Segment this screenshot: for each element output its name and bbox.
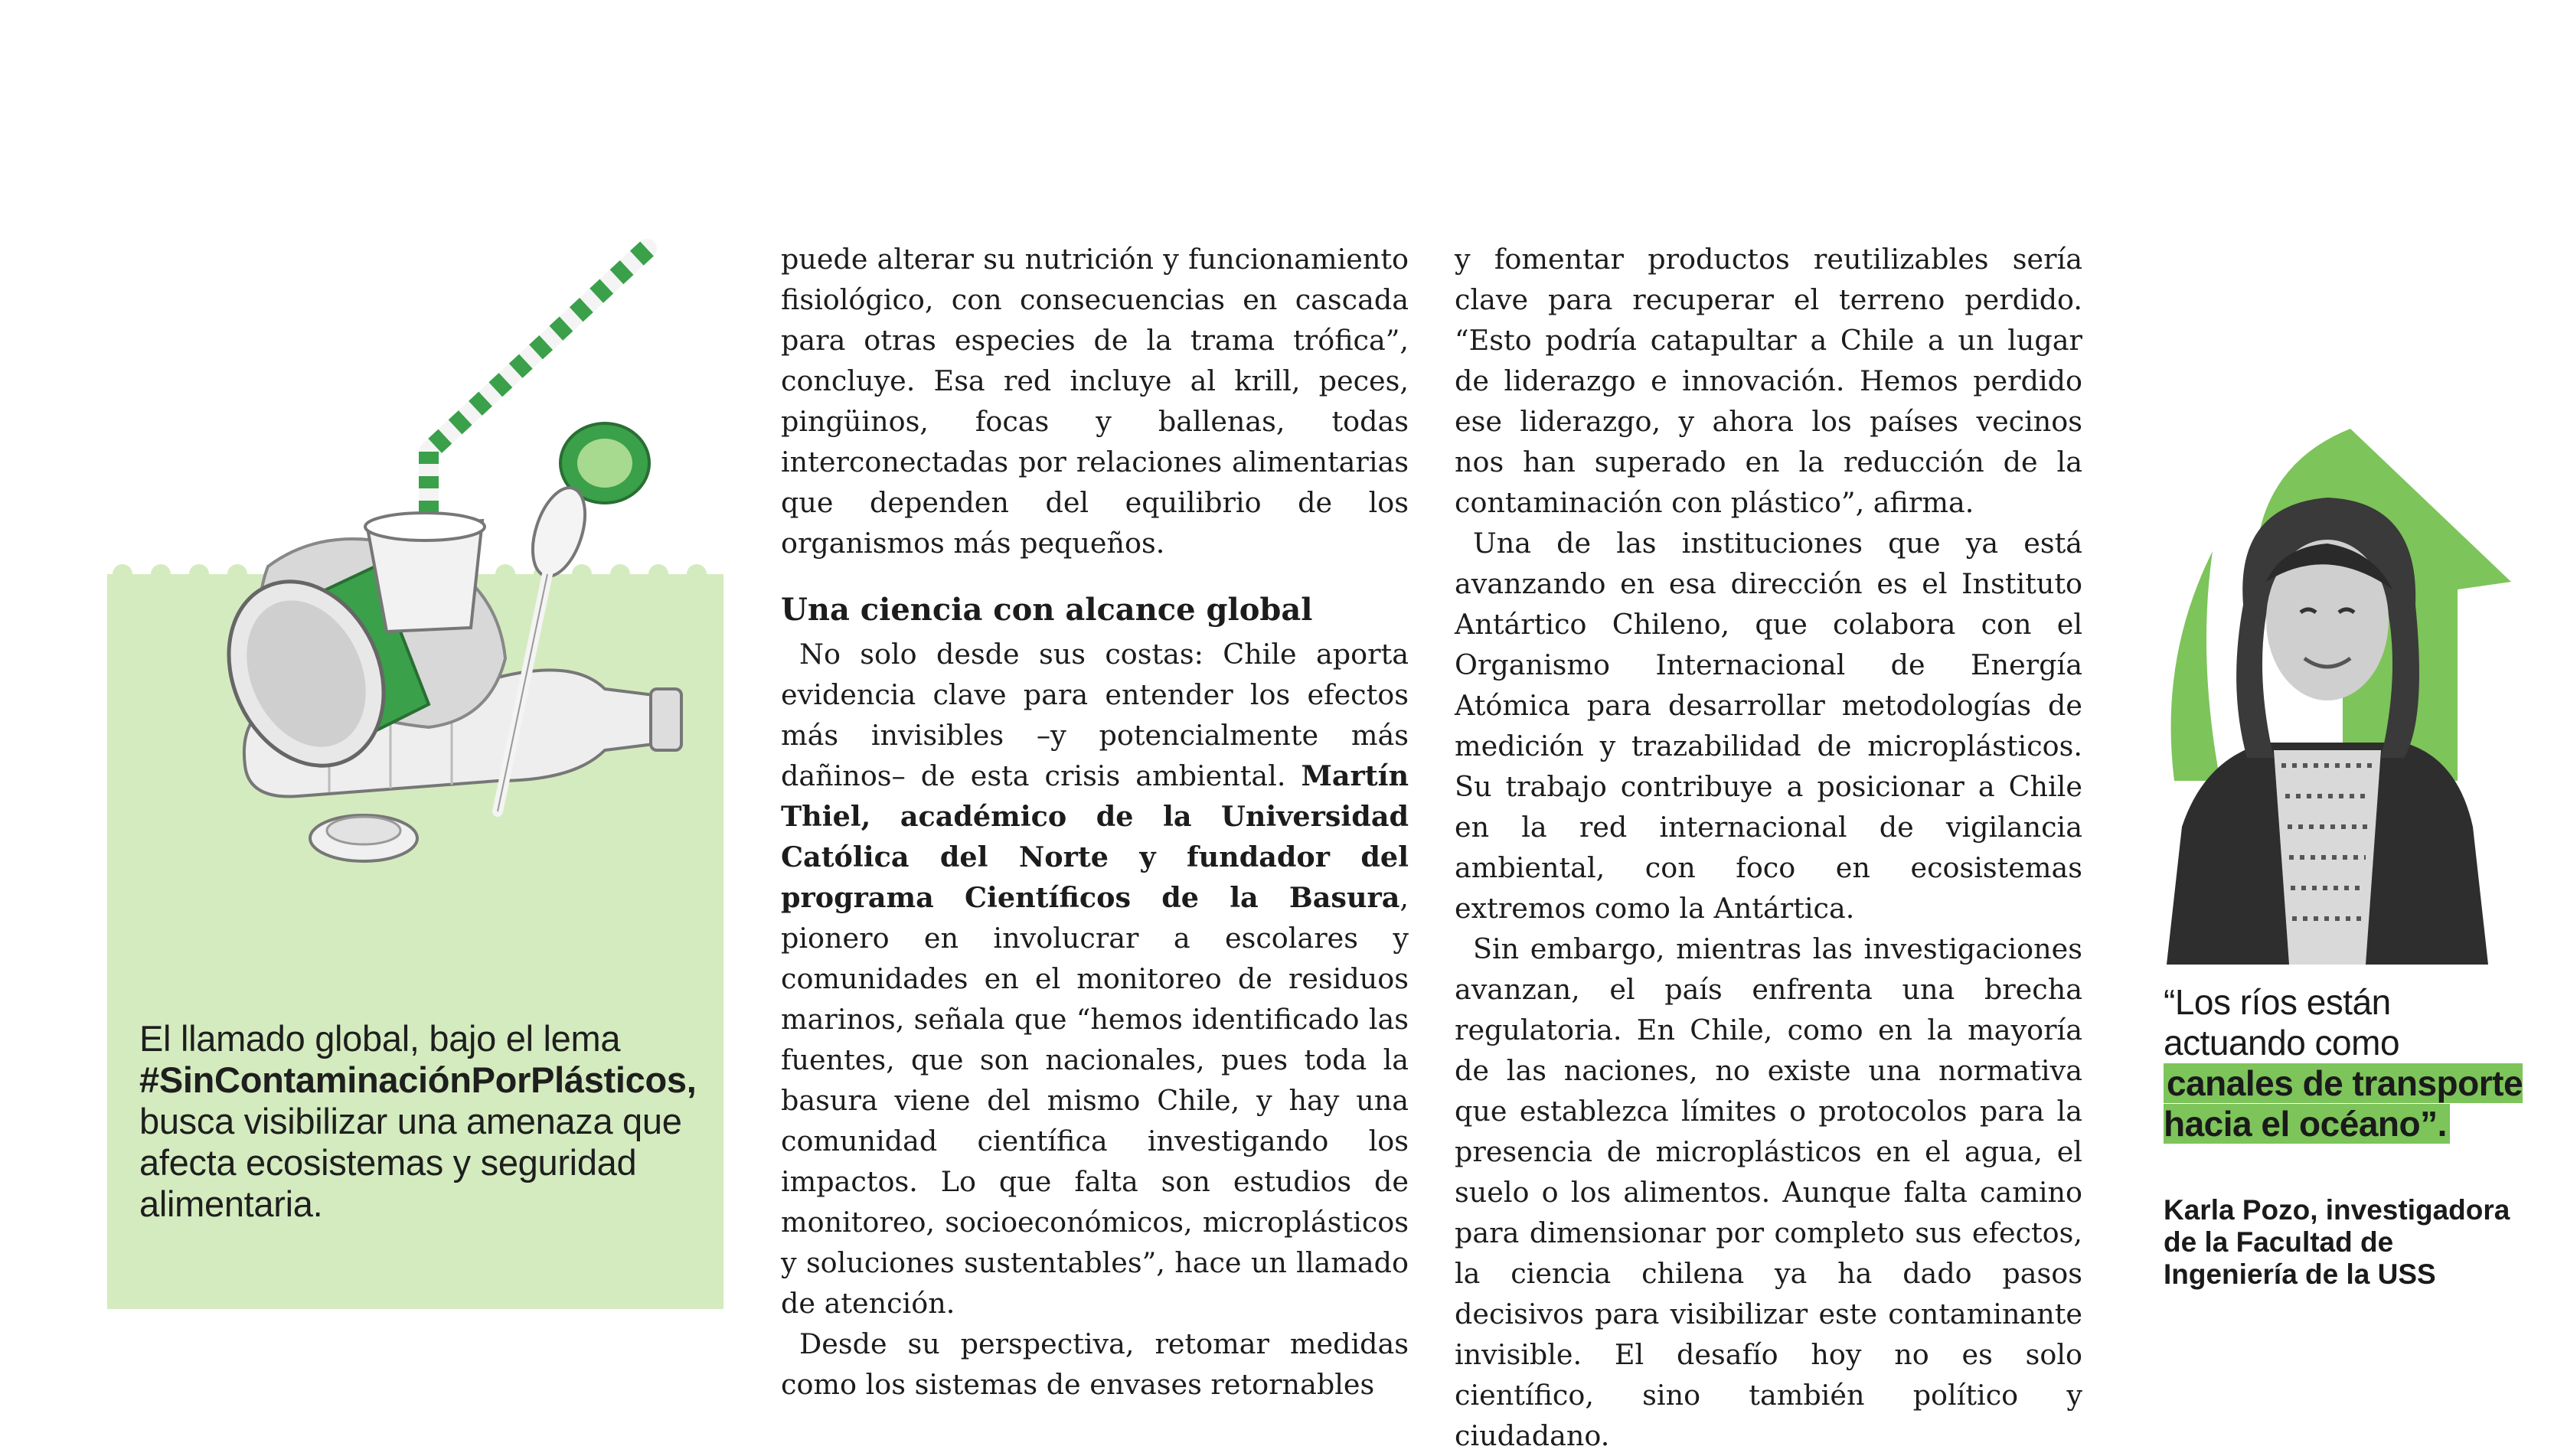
quote-attribution: Karla Pozo, investigadora de la Facultad de Ingeniería de la USS — [2164, 1194, 2510, 1290]
sidebar-caption — [139, 1018, 706, 1225]
highlighted-source: Martín Thiel, académico de la Universidad Católica del Norte y fundador del programa Científicos de la Basura — [781, 759, 1409, 914]
sidebar-text-after: busca visibilizar una amenaza que afecta ecosistemas y seguridad alimentaria. — [139, 1101, 682, 1224]
paragraph: Una de las instituciones que ya está avanzando en esa dirección es el Instituto Antártico Chileno, que colabora con el Organismo Internacional de Energía Atómica para desarrollar metodologías de medición y trazabilidad de microplásticos. Su trabajo contribuye a posicionar a Chile en la red internacional de vigilancia ambiental, con foco en ecosistemas extremos como la Antártica. — [1455, 527, 2082, 925]
quote-text: “Los ríos están actuando como — [2164, 982, 2400, 1063]
paragraph-text: No solo desde sus costas: Chile aporta evidencia clave para entender los efectos más invisibles –y potencialmente más dañinos– de esta crisis ambiental. — [781, 638, 1409, 792]
paragraph-text: , pionero en involucrar a escolares y comunidades en el monitoreo de residuos marinos, señala que “hemos identificado las fuentes, que son nacionales, pues toda la basura viene del mismo Chile, y hay una comunidad científica investigando los impactos. Lo que falta son estudios de monitoreo, socioeconómicos, microplásticos y soluciones sustentables”, hace un llamado de atención. — [781, 881, 1409, 1320]
section-subheading: Una ciencia con alcance global — [781, 592, 1313, 628]
pull-quote — [2164, 982, 2531, 1144]
paragraph: Desde su perspectiva, retomar medidas como los sistemas de envases retornables — [781, 1327, 1409, 1401]
paragraph: puede alterar su nutrición y funcionamiento fisiológico, con consecuencias en cascada para otras especies de la trama trófica”, concluye. Esa red incluye al krill, peces, pingüinos, focas y ballenas, todas interconectadas por relaciones alimentarias que dependen del equilibrio de los organismos más pequeños. — [781, 243, 1409, 560]
scalloped-edge-bottom — [107, 1299, 723, 1319]
researcher-portrait — [2151, 429, 2519, 965]
lid-icon — [310, 815, 417, 861]
sidebar-hashtag: #SinContaminaciónPorPlásticos, — [139, 1059, 697, 1100]
white-cup-icon — [365, 513, 485, 632]
sidebar-text-before: El llamado global, bajo el lema — [139, 1018, 621, 1059]
quote-highlight: canales de transporte hacia el océano”. — [2164, 1063, 2523, 1144]
article-column-1 — [781, 239, 1409, 1405]
paragraph: y fomentar productos reutilizables sería clave para recuperar el terreno perdido. “Esto podría catapultar a Chile a un lugar de liderazgo e innovación. Hemos perdido ese liderazgo, y ahora los países vecinos nos han superado en la reducción de la contaminación con plástico”, afirma. — [1455, 243, 2082, 519]
paragraph — [781, 634, 1409, 1324]
plastic-waste-illustration — [176, 230, 712, 919]
article-column-2 — [1455, 239, 2082, 1456]
paragraph: Sin embargo, mientras las investigaciones avanzan, el país enfrenta una brecha regulatoria. En Chile, como en la mayoría de las naciones, no existe una normativa que establezca límites o protocolos para la presencia de microplásticos en el agua, el suelo o los alimentos. Aunque falta camino para dimensionar por completo sus efectos, la ciencia chilena ya ha dado pasos decisivos para visibilizar este contaminante invisible. El desafío hoy no es solo científico, sino también político y ciudadano. — [1455, 932, 2082, 1452]
